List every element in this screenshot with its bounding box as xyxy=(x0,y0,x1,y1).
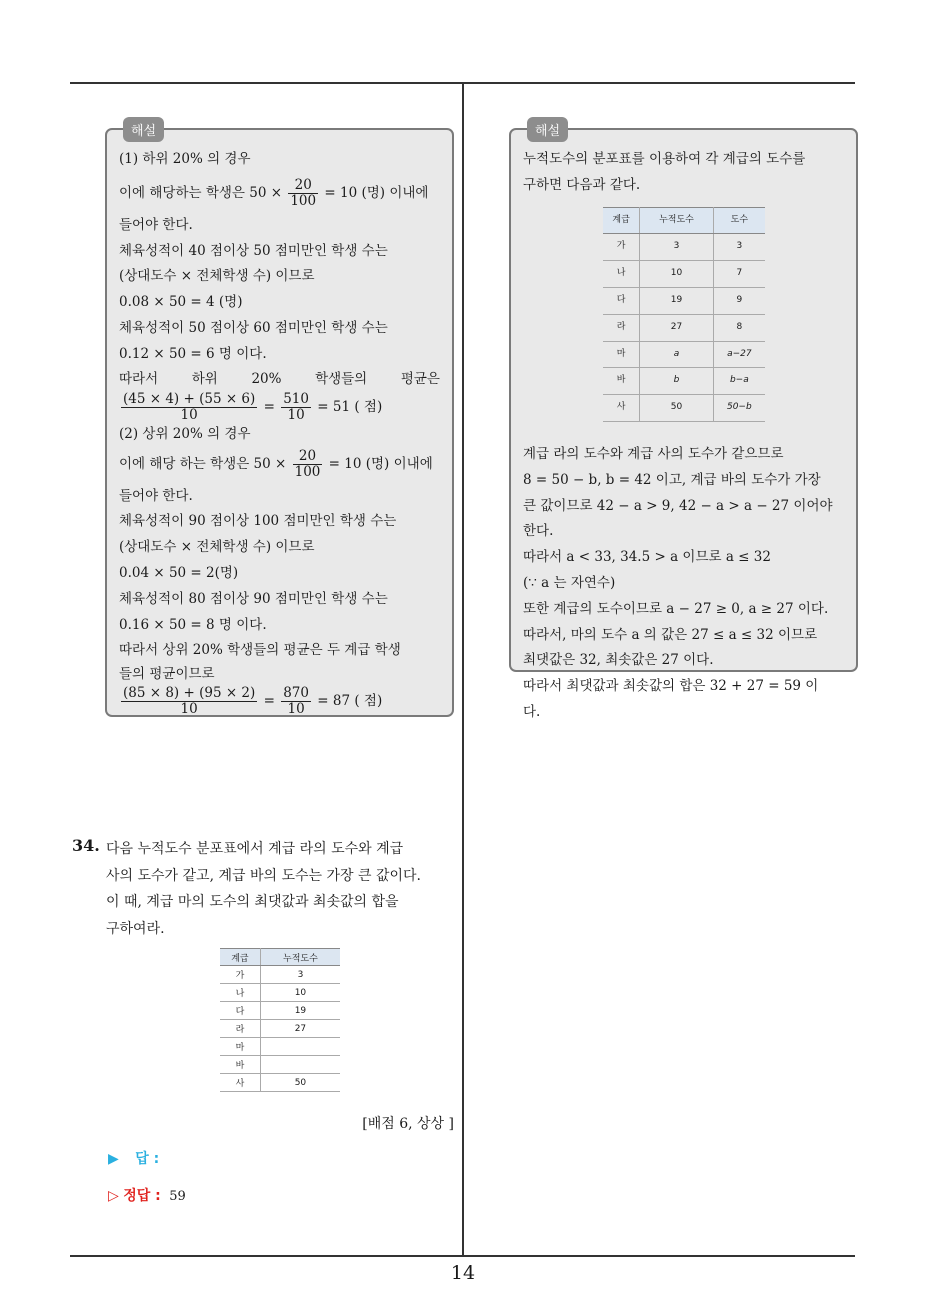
table-cell: 마 xyxy=(220,1038,260,1056)
table-cell: 바 xyxy=(603,368,640,395)
table-cell: 다 xyxy=(220,1002,260,1020)
table-body xyxy=(220,966,340,1092)
denominator: 100 xyxy=(294,463,321,480)
solution-line: (상대도수 × 전체학생 수) 이므로 xyxy=(119,268,315,285)
denominator: 10 xyxy=(180,406,198,423)
table-body xyxy=(603,234,765,422)
solution-line: 0.12 × 50 = 6 명 이다. xyxy=(119,345,267,362)
numerator: 20 xyxy=(293,449,323,465)
table-header-cell: 누적도수 xyxy=(260,949,340,966)
table-row xyxy=(603,395,765,422)
solution-line: 체육성적이 50 점이상 60 점미만인 학생 수는 xyxy=(119,319,388,336)
question-line: 다음 누적도수 분포표에서 계급 라의 도수와 계급 xyxy=(106,841,404,857)
solution-line: 체육성적이 80 점이상 90 점미만인 학생 수는 xyxy=(119,590,388,607)
solution-line: 다. xyxy=(523,703,541,720)
table-row xyxy=(220,1020,340,1038)
table-header-cell: 도수 xyxy=(713,207,765,234)
table-header-cell: 계급 xyxy=(220,949,260,966)
average-formula-1 xyxy=(119,390,440,424)
table-cell: 9 xyxy=(713,287,765,314)
table-cell: 다 xyxy=(603,287,640,314)
frequency-table-question xyxy=(220,948,340,1092)
table-cell: 19 xyxy=(260,1002,340,1020)
table-row xyxy=(603,234,765,261)
result: = 51 ( 점) xyxy=(317,398,383,415)
table-cell: b−a xyxy=(713,368,765,395)
table-row xyxy=(603,287,765,314)
play-outline-icon: ▷ xyxy=(108,1188,119,1204)
denominator: 10 xyxy=(287,701,305,718)
page-number: 14 xyxy=(450,1262,476,1284)
table-cell xyxy=(260,1038,340,1056)
word: 20% xyxy=(251,370,282,387)
table-row xyxy=(220,1074,340,1092)
fraction xyxy=(121,392,257,423)
table-cell: 나 xyxy=(603,261,640,288)
solution-line: 체육성적이 90 점이상 100 점미만인 학생 수는 xyxy=(119,513,397,530)
table-row xyxy=(603,341,765,368)
equals: = xyxy=(263,693,275,710)
numerator: 20 xyxy=(288,178,318,194)
question-text xyxy=(106,836,456,942)
text: = 10 (명) 이내에 xyxy=(324,455,433,472)
word: 하위 xyxy=(191,370,218,387)
table-header-cell: 계급 xyxy=(603,207,640,234)
answer-label: 답 : xyxy=(135,1151,160,1167)
table-cell: 27 xyxy=(260,1020,340,1038)
solution-line: 한다. xyxy=(523,523,554,540)
denominator: 100 xyxy=(290,192,317,209)
table-cell: a xyxy=(640,341,713,368)
solution-line: 따라서 최댓값과 최솟값의 합은 32 + 27 = 59 이 xyxy=(523,678,819,695)
solution-line: (2) 상위 20% 의 경우 xyxy=(119,425,251,442)
play-icon: ▶ xyxy=(108,1151,119,1167)
table-cell: 라 xyxy=(603,314,640,341)
table-header-row xyxy=(220,949,340,966)
solution-line: (상대도수 × 전체학생 수) 이므로 xyxy=(119,539,315,556)
word: 학생들의 xyxy=(315,370,368,387)
fraction xyxy=(281,686,311,717)
table-cell: 50 xyxy=(260,1074,340,1092)
solution-box-right xyxy=(509,124,858,720)
table-header-cell: 누적도수 xyxy=(640,207,713,234)
table-row xyxy=(220,1056,340,1074)
table-cell: 27 xyxy=(640,314,713,341)
question-line: 이 때, 계급 마의 도수의 최댓값과 최솟값의 합을 xyxy=(106,894,399,910)
solution-line: 0.16 × 50 = 8 명 이다. xyxy=(119,616,267,633)
correct-answer-value: 59 xyxy=(169,1189,186,1204)
solution-line: 계급 라의 도수와 계급 사의 도수가 같으므로 xyxy=(523,445,784,462)
solution-line: 8 = 50 − b, b = 42 이고, 계급 바의 도수가 가장 xyxy=(523,471,821,488)
solution-line: 들어야 한다. xyxy=(119,216,193,233)
table-cell: 7 xyxy=(713,261,765,288)
solution-line: 들어야 한다. xyxy=(119,487,193,504)
solution-line: 따라서 a < 33, 34.5 > a 이므로 a ≤ 32 xyxy=(523,549,771,566)
text: 이에 해당하는 학생은 50 × xyxy=(119,184,287,201)
question-number: 34. xyxy=(72,836,100,855)
denominator: 10 xyxy=(180,701,198,718)
numerator: (85 × 8) + (95 × 2) xyxy=(123,685,256,702)
table-row xyxy=(220,1002,340,1020)
table-cell: 10 xyxy=(260,984,340,1002)
table-cell: 가 xyxy=(220,966,260,984)
question-line: 구하여라. xyxy=(106,920,165,937)
average-formula-2 xyxy=(119,684,440,718)
table-header-row xyxy=(603,207,765,234)
table-cell: 나 xyxy=(220,984,260,1002)
table-cell: 라 xyxy=(220,1020,260,1038)
numerator: 510 xyxy=(283,390,309,407)
table-cell: b xyxy=(640,368,713,395)
solution-line: (∵ a 는 자연수) xyxy=(523,574,616,591)
text: 이에 해당 하는 학생은 50 × xyxy=(119,455,291,472)
table-row xyxy=(220,1038,340,1056)
table-cell: 19 xyxy=(640,287,713,314)
table-cell: 사 xyxy=(603,395,640,422)
solution-box-left xyxy=(105,124,454,718)
numerator: 870 xyxy=(283,685,309,702)
solution-line: (1) 하위 20% 의 경우 xyxy=(119,151,251,167)
table-row xyxy=(603,368,765,395)
table-cell: 바 xyxy=(220,1056,260,1074)
table-cell: a−27 xyxy=(713,341,765,368)
table-cell: 10 xyxy=(640,261,713,288)
solution-line-justified xyxy=(119,368,440,390)
text: = 10 (명) 이내에 xyxy=(320,184,429,201)
fraction xyxy=(293,449,323,480)
fraction xyxy=(121,686,257,717)
solution-line: 따라서 상위 20% 학생들의 평균은 두 계급 학생 xyxy=(119,642,401,659)
solution-text-right xyxy=(511,130,856,726)
solution-text-left xyxy=(107,130,452,718)
solution-line: 구하면 다음과 같다. xyxy=(523,176,641,193)
equals: = xyxy=(263,398,275,415)
points-label: [배점 6, 상상 ] xyxy=(362,1116,454,1132)
table-cell: 50−b xyxy=(713,395,765,422)
table-cell: 3 xyxy=(713,234,765,261)
solution-lines xyxy=(523,442,844,726)
table-cell xyxy=(260,1056,340,1074)
solution-line: 들의 평균이므로 xyxy=(119,666,215,683)
solution-line: 또한 계급의 도수이므로 a − 27 ≥ 0, a ≥ 27 이다. xyxy=(523,600,829,617)
result: = 87 ( 점) xyxy=(317,693,383,710)
solution-line: 0.08 × 50 = 4 (명) xyxy=(119,294,243,311)
solution-line: 최댓값은 32, 최솟값은 27 이다. xyxy=(523,652,714,669)
solution-line: 누적도수의 분포표를 이용하여 각 계급의 도수를 xyxy=(523,151,806,167)
frequency-table-solution xyxy=(603,207,765,422)
word: 평균은 xyxy=(400,370,440,387)
table-row xyxy=(220,984,340,1002)
word: 따라서 xyxy=(119,370,159,387)
table-row xyxy=(603,261,765,288)
denominator: 10 xyxy=(287,406,305,423)
table-row xyxy=(603,314,765,341)
table-row xyxy=(220,966,340,984)
bottom-rule xyxy=(70,1255,855,1257)
solution-tag: 해설 xyxy=(527,117,568,142)
table-cell: 8 xyxy=(713,314,765,341)
table-cell: 사 xyxy=(220,1074,260,1092)
table-cell: 마 xyxy=(603,341,640,368)
numerator: (45 × 4) + (55 × 6) xyxy=(123,390,256,407)
solution-line: 체육성적이 40 점이상 50 점미만인 학생 수는 xyxy=(119,242,388,259)
solution-tag: 해설 xyxy=(123,117,164,142)
table-cell: 3 xyxy=(640,234,713,261)
question-line: 사의 도수가 같고, 계급 바의 도수는 가장 큰 값이다. xyxy=(106,867,421,884)
solution-line: 0.04 × 50 = 2(명) xyxy=(119,564,239,581)
solution-line xyxy=(119,173,440,213)
fraction xyxy=(281,392,311,423)
answer-line xyxy=(108,1148,159,1168)
solution-line xyxy=(119,444,440,484)
column-divider xyxy=(462,84,464,1256)
fraction xyxy=(288,178,318,209)
correct-answer-line xyxy=(108,1185,186,1205)
correct-answer-label: 정답 : xyxy=(123,1188,161,1204)
table-cell: 가 xyxy=(603,234,640,261)
solution-line: 큰 값이므로 42 − a > 9, 42 − a > a − 27 이어야 xyxy=(523,497,833,514)
solution-line: 따라서, 마의 도수 a 의 값은 27 ≤ a ≤ 32 이므로 xyxy=(523,626,818,643)
table-cell: 50 xyxy=(640,395,713,422)
table-cell: 3 xyxy=(260,966,340,984)
